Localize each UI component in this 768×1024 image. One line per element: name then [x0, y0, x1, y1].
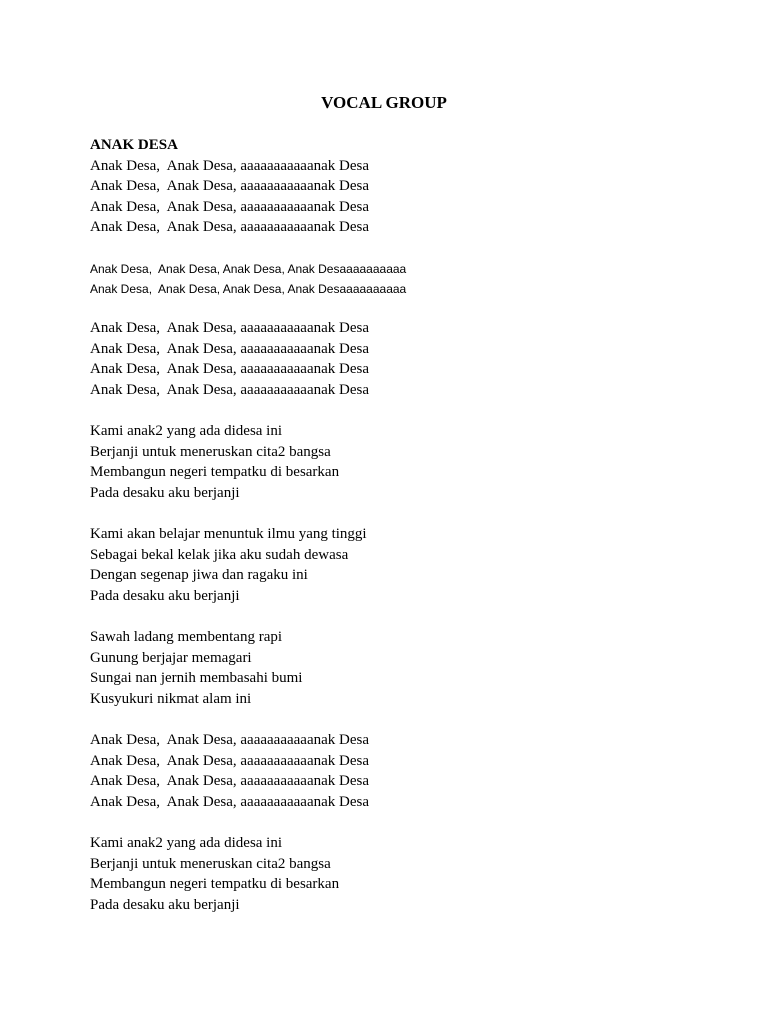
lyric-line: Kami anak2 yang ada didesa ini [90, 423, 283, 440]
lyric-line: Anak Desa, Anak Desa, aaaaaaaaaaanak Desa [90, 793, 370, 810]
stanza [90, 421, 690, 503]
lyric-line: Kami anak2 yang ada didesa ini [90, 835, 283, 851]
lyrics-body [90, 135, 690, 936]
stanza [90, 156, 690, 238]
lyric-line: Pada desaku aku berjanji [90, 587, 240, 604]
lyric-line: Kami akan belajar menuntuk ilmu yang tinggi [90, 526, 367, 543]
stanza [90, 833, 690, 915]
lyric-line: Anak Desa, Anak Desa, aaaaaaaaaaanak Desa [90, 320, 370, 337]
lyric-line: Sawah ladang membentang rapi [90, 629, 283, 646]
lyric-line: Pada desaku aku berjanji [90, 896, 240, 913]
lyric-line: Pada desaku aku berjanji [90, 484, 240, 501]
stanza-list [90, 156, 690, 916]
lyric-line: Membangun negeri tempatku di besarkan [90, 876, 340, 893]
lyric-line: Sebagai bekal kelak jika aku sudah dewasa [90, 546, 349, 563]
stanza [90, 524, 690, 606]
lyric-line: Anak Desa, Anak Desa, aaaaaaaaaaanak Desa [90, 198, 370, 215]
lyric-line: Anak Desa, Anak Desa, Anak Desa, Anak Desaaaaaaaaaa [90, 281, 407, 296]
lyric-line: Anak Desa, Anak Desa, Anak Desa, Anak Desaaaaaaaaaa [90, 261, 407, 276]
song-title: ANAK DESA [90, 137, 178, 153]
lyric-line: Sungai nan jernih membasahi bumi [90, 670, 303, 687]
stanza [90, 730, 690, 812]
lyric-line: Kusyukuri nikmat alam ini [90, 690, 252, 707]
lyric-line: Anak Desa, Anak Desa, aaaaaaaaaaanak Desa [90, 381, 370, 398]
lyric-line: Anak Desa, Anak Desa, aaaaaaaaaaanak Desa [90, 752, 370, 769]
lyric-line: Gunung berjajar memagari [90, 649, 252, 666]
lyric-line: Berjanji untuk meneruskan cita2 bangsa [90, 855, 331, 872]
page-title: VOCAL GROUP [321, 93, 447, 112]
lyric-line: Anak Desa, Anak Desa, aaaaaaaaaaanak Desa [90, 178, 370, 195]
lyric-line: Anak Desa, Anak Desa, aaaaaaaaaaanak Desa [90, 157, 370, 174]
lyric-line: Anak Desa, Anak Desa, aaaaaaaaaaanak Desa [90, 340, 370, 357]
lyric-line: Berjanji untuk meneruskan cita2 bangsa [90, 443, 331, 460]
stanza [90, 318, 690, 400]
lyric-line: Anak Desa, Anak Desa, aaaaaaaaaaanak Desa [90, 732, 370, 749]
stanza [90, 627, 690, 709]
lyric-line: Membangun negeri tempatku di besarkan [90, 464, 340, 481]
lyric-line: Anak Desa, Anak Desa, aaaaaaaaaaanak Desa [90, 773, 370, 790]
lyric-line: Dengan segenap jiwa dan ragaku ini [90, 567, 308, 584]
lyric-line: Anak Desa, Anak Desa, aaaaaaaaaaanak Desa [90, 219, 370, 236]
stanza [90, 259, 690, 300]
lyric-line: Anak Desa, Anak Desa, aaaaaaaaaaanak Desa [90, 361, 370, 378]
